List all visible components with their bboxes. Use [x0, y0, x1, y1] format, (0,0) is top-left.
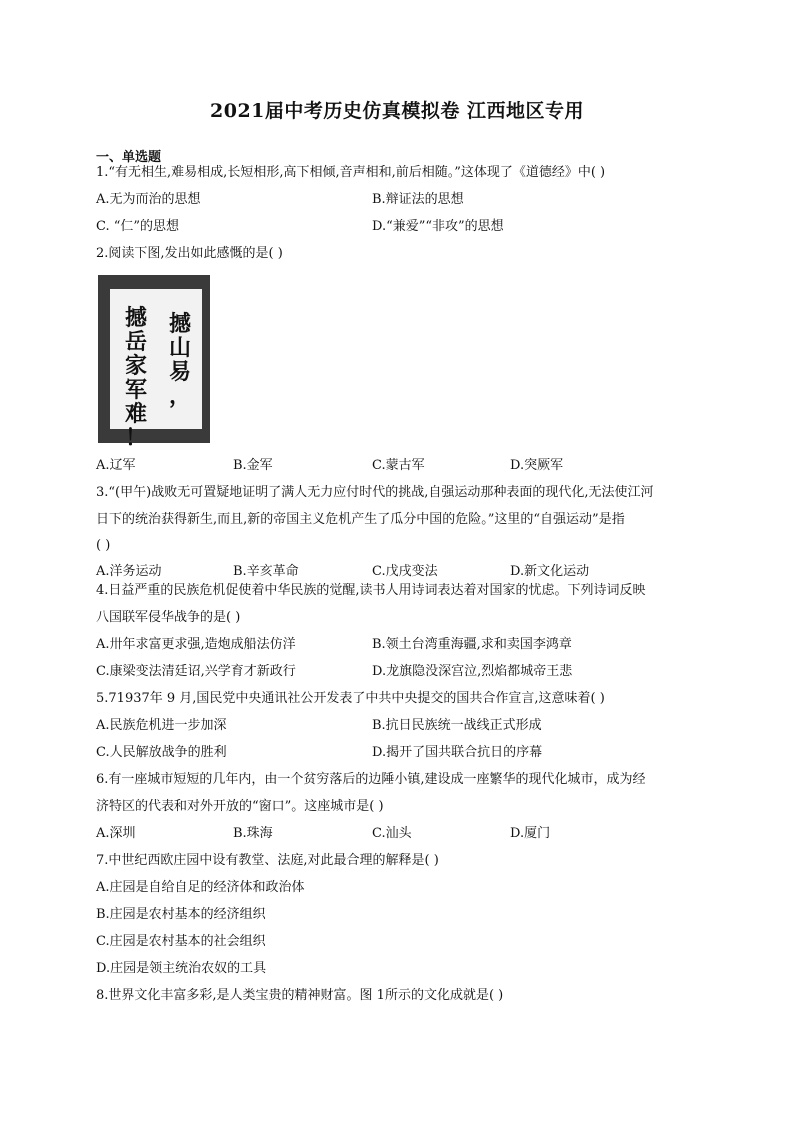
photo-text-column-1: 撼 山 易 ，: [168, 312, 191, 409]
question-2-option-b[interactable]: B.金军: [233, 458, 273, 473]
question-6-option-a[interactable]: A.深圳: [96, 826, 136, 841]
question-4-option-b[interactable]: B.领土台湾重海疆,求和卖国李鸿章: [372, 637, 572, 652]
question-3-option-c[interactable]: C.戊戌变法: [372, 564, 438, 579]
question-1-stem: 1.“有无相生,难易相成,长短相形,高下相倾,音声相和,前后相随。”这体现了《道德经》中( ): [96, 165, 606, 180]
question-2-stem: 2.阅读下图,发出如此感慨的是( ): [96, 246, 283, 261]
question-3-option-d[interactable]: D.新文化运动: [510, 564, 590, 579]
question-7-option-c[interactable]: C.庄园是农村基本的社会组织: [96, 934, 266, 949]
question-4-stem-line-2: 八国联军侵华战争的是( ): [96, 610, 241, 625]
question-4-option-c[interactable]: C.康梁变法清廷诏,兴学育才新政行: [96, 664, 296, 679]
question-5-stem: 5.71937年 9 月,国民党中央通讯社公开发表了中共中央提交的国共合作宣言,这意味着( ): [96, 691, 605, 706]
page-title: 2021届中考历史仿真模拟卷 江西地区专用: [210, 100, 584, 122]
question-3-option-b[interactable]: B.辛亥革命: [233, 564, 299, 579]
question-2-option-a[interactable]: A.辽军: [96, 458, 136, 473]
question-7-option-b[interactable]: B.庄园是农村基本的经济组织: [96, 907, 266, 922]
question-6-stem-line-2: 济特区的代表和对外开放的“窗口”。这座城市是( ): [96, 799, 384, 814]
question-5-option-b[interactable]: B.抗日民族统一战线正式形成: [372, 718, 542, 733]
question-7-option-a[interactable]: A.庄园是自给自足的经济体和政治体: [96, 880, 305, 895]
question-3-option-a[interactable]: A.洋务运动: [96, 564, 162, 579]
question-8-stem: 8.世界文化丰富多彩,是人类宝贵的精神财富。图 1所示的文化成就是( ): [96, 988, 504, 1003]
question-5-option-d[interactable]: D.揭开了国共联合抗日的序幕: [372, 745, 543, 760]
question-4-option-a[interactable]: A.卅年求富更求强,造炮成船法仿洋: [96, 637, 296, 652]
question-4-option-d[interactable]: D.龙旗隐没深宫泣,烈焰都城帝王悲: [372, 664, 573, 679]
question-5-option-a[interactable]: A.民族危机进一步加深: [96, 718, 227, 733]
question-2-option-d[interactable]: D.突厥军: [510, 458, 564, 473]
photo-text-column-2: 撼 岳 家 军 难 ！: [124, 306, 147, 451]
question-6-option-c[interactable]: C.汕头: [372, 826, 412, 841]
question-6-option-b[interactable]: B.珠海: [233, 826, 273, 841]
question-4-stem-line-1: 4.日益严重的民族危机促使着中华民族的觉醒,读书人用诗词表达着对国家的忧虑。下列诗词反映: [96, 583, 646, 598]
question-3-stem-line-1: 3.“(甲午)战败无可置疑地证明了满人无力应付时代的挑战,自强运动那种表面的现代化,无法使江河: [96, 485, 654, 500]
question-1-option-c[interactable]: C. “仁”的思想: [96, 219, 180, 234]
question-1-option-b[interactable]: B.辩证法的思想: [372, 192, 464, 207]
photo-text-panel: [110, 289, 202, 451]
question-1-option-d[interactable]: D.“兼爱”“非攻”的思想: [372, 219, 504, 234]
question-6-option-d[interactable]: D.厦门: [510, 826, 551, 841]
yue-army-photo: [98, 275, 210, 451]
question-7-option-d[interactable]: D.庄园是领主统治农奴的工具: [96, 961, 267, 976]
question-6-stem-line-1: 6.有一座城市短短的几年内，由一个贫穷落后的边陲小镇,建设成一座繁华的现代化城市，成为经: [96, 772, 646, 787]
question-7-stem: 7.中世纪西欧庄园中设有教堂、法庭,对此最合理的解释是( ): [96, 853, 439, 868]
question-3-stem-line-3: ( ): [96, 538, 111, 553]
section-heading: 一、单选题: [96, 150, 162, 165]
question-2-option-c[interactable]: C.蒙古军: [372, 458, 425, 473]
question-3-stem-line-2: 日下的统治获得新生,而且,新的帝国主义危机产生了瓜分中国的危险。”这里的“自强运动”是指: [96, 512, 625, 527]
question-1-option-a[interactable]: A.无为而治的思想: [96, 192, 201, 207]
question-5-option-c[interactable]: C.人民解放战争的胜利: [96, 745, 227, 760]
